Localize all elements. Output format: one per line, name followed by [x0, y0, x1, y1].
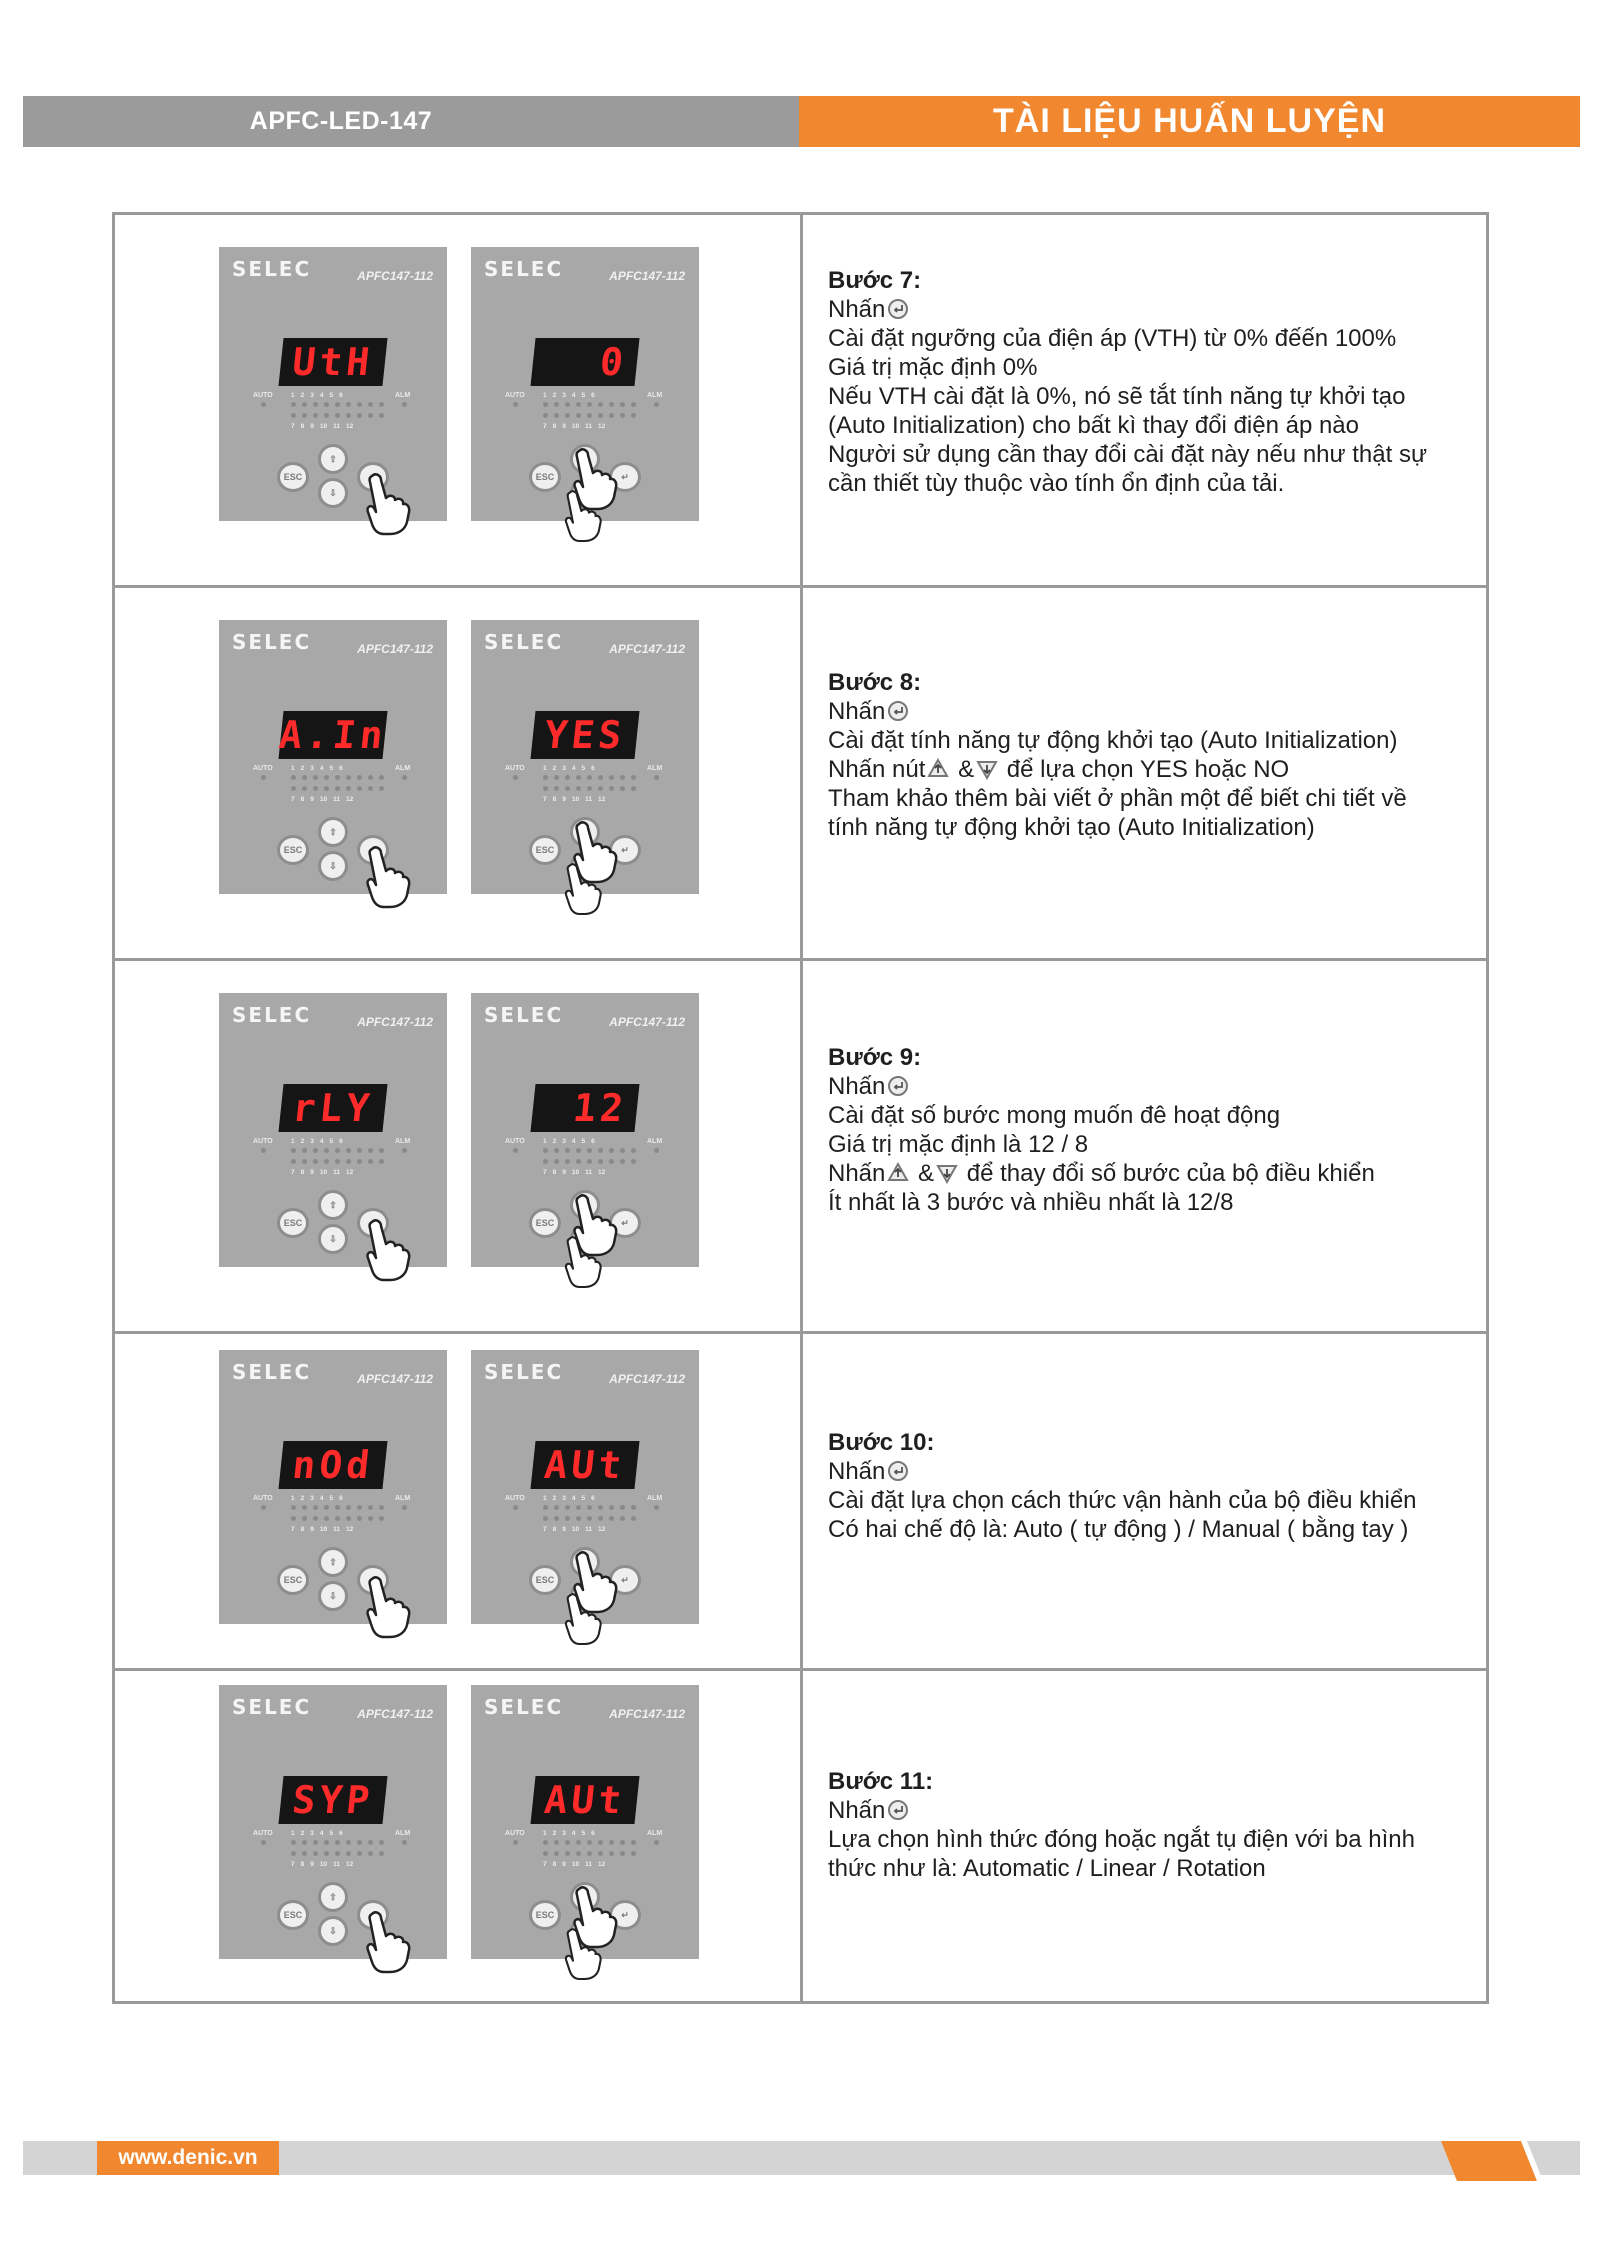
- model-label: APFC147-112: [609, 1372, 685, 1386]
- led-display: SYP: [278, 1776, 387, 1824]
- step-text: [828, 1428, 1417, 1544]
- led-row-1: [291, 1505, 384, 1510]
- led-display: AUt: [530, 1441, 639, 1489]
- esc-key[interactable]: ESC: [277, 462, 309, 492]
- press-line: Nhấn: [828, 295, 1427, 324]
- alm-label: ALM: [395, 1830, 411, 1837]
- esc-key[interactable]: ESC: [529, 1565, 561, 1595]
- alm-led: [402, 1840, 407, 1845]
- step-numbers-row1: 1 2 3 4 5 6: [543, 1830, 595, 1837]
- enter-key[interactable]: ↵: [609, 1900, 641, 1930]
- down-arrow-key-icon: [976, 758, 998, 780]
- esc-key[interactable]: ESC: [529, 1900, 561, 1930]
- step-numbers-row1: 1 2 3 4 5 6: [291, 765, 343, 772]
- up-arrow-key[interactable]: ⇧: [318, 817, 348, 847]
- alm-label: ALM: [647, 1830, 663, 1837]
- enter-key[interactable]: ↵: [609, 462, 641, 492]
- down-arrow-key-icon: [936, 1162, 958, 1184]
- step-numbers-row1: 1 2 3 4 5 6: [543, 1138, 595, 1145]
- alm-led: [402, 775, 407, 780]
- alm-led: [654, 1148, 659, 1153]
- step-numbers-row2: 7 8 9 10 11 12: [543, 1861, 606, 1868]
- led-display: nOd: [278, 1441, 387, 1489]
- page-header: [23, 96, 1580, 147]
- text-line: Cài đặt lựa chọn cách thức vận hành của bộ điều khiển: [828, 1487, 1417, 1514]
- text-line: Cài đặt tính năng tự động khởi tạo (Auto Initialization): [828, 727, 1398, 754]
- step-numbers-row2: 7 8 9 10 11 12: [543, 1526, 606, 1533]
- led-display: UtH: [278, 338, 387, 386]
- model-label: APFC147-112: [357, 642, 433, 656]
- brand-logo: SELEC: [232, 1695, 312, 1719]
- alm-led: [402, 1505, 407, 1510]
- step-row-10: [115, 1334, 1486, 1671]
- auto-label: AUTO: [505, 1830, 525, 1837]
- controller-panel: [219, 1350, 447, 1624]
- led-row-1: [543, 402, 636, 407]
- step-numbers-row1: 1 2 3 4 5 6: [291, 1138, 343, 1145]
- step-numbers-row2: 7 8 9 10 11 12: [291, 1526, 354, 1533]
- press-buttons-line: Nhấn & để thay đổi số bước của bộ điều khiển: [828, 1160, 1375, 1187]
- led-row-1: [543, 1148, 636, 1153]
- text-line: Lựa chọn hình thức đóng hoặc ngắt tụ điện với ba hình: [828, 1826, 1415, 1853]
- led-row-2: [291, 413, 384, 418]
- esc-key[interactable]: ESC: [529, 835, 561, 865]
- enter-key-icon: [887, 298, 909, 320]
- led-row-2: [291, 1516, 384, 1521]
- auto-led: [261, 1148, 266, 1153]
- text-line: Người sử dụng cần thay đổi cài đặt này nếu như thật sự: [828, 441, 1428, 468]
- device-images-cell: [115, 1334, 803, 1668]
- auto-led: [513, 1148, 518, 1153]
- step-description-cell: [803, 1671, 1486, 2001]
- controller-panel: [471, 993, 699, 1267]
- alm-led: [402, 1148, 407, 1153]
- alm-label: ALM: [647, 765, 663, 772]
- step-row-11: [115, 1671, 1486, 2001]
- controller-panel: [219, 1685, 447, 1959]
- alm-label: ALM: [395, 1495, 411, 1502]
- controller-panel: [471, 1350, 699, 1624]
- auto-label: AUTO: [253, 765, 273, 772]
- model-label: APFC147-112: [609, 642, 685, 656]
- pointing-hand-icon: [364, 1910, 412, 1974]
- step-title: Bước 7:: [828, 267, 922, 294]
- enter-key-icon: [887, 1460, 909, 1482]
- alm-label: ALM: [395, 1138, 411, 1145]
- led-row-2: [291, 1851, 384, 1856]
- brand-logo: SELEC: [484, 257, 564, 281]
- step-description-cell: [803, 961, 1486, 1331]
- model-label: APFC147-112: [609, 269, 685, 283]
- down-arrow-key[interactable]: ⇩: [318, 478, 348, 508]
- step-numbers-row1: 1 2 3 4 5 6: [291, 1495, 343, 1502]
- down-arrow-key[interactable]: ⇩: [318, 1581, 348, 1611]
- step-text: [828, 668, 1407, 842]
- step-numbers-row1: 1 2 3 4 5 6: [291, 392, 343, 399]
- auto-label: AUTO: [253, 1830, 273, 1837]
- brand-logo: SELEC: [484, 1003, 564, 1027]
- device-images-cell: [115, 1671, 803, 2001]
- auto-led: [513, 402, 518, 407]
- step-numbers-row2: 7 8 9 10 11 12: [291, 796, 354, 803]
- alm-label: ALM: [395, 392, 411, 399]
- step-row-7: [115, 215, 1486, 588]
- led-display: 12: [530, 1084, 639, 1132]
- text-line: Nếu VTH cài đặt là 0%, nó sẽ tắt tính năng tự khởi tạo: [828, 383, 1406, 410]
- controller-panel: [471, 1685, 699, 1959]
- auto-label: AUTO: [253, 392, 273, 399]
- controller-panel: [471, 247, 699, 521]
- step-text: [828, 1043, 1375, 1217]
- step-text: [828, 1767, 1415, 1883]
- led-display: YES: [530, 711, 639, 759]
- pointing-hand-icon: [364, 472, 412, 536]
- step-title: Bước 10:: [828, 1429, 935, 1456]
- step-numbers-row1: 1 2 3 4 5 6: [543, 765, 595, 772]
- alm-label: ALM: [395, 765, 411, 772]
- led-row-1: [291, 1148, 384, 1153]
- led-display: rLY: [278, 1084, 387, 1132]
- step-numbers-row2: 7 8 9 10 11 12: [291, 423, 354, 430]
- step-row-9: [115, 961, 1486, 1334]
- esc-key[interactable]: ESC: [277, 1900, 309, 1930]
- enter-key[interactable]: ↵: [609, 1565, 641, 1595]
- led-row-2: [543, 1159, 636, 1164]
- text-line: (Auto Initialization) cho bất kì thay đổi điện áp nào: [828, 412, 1359, 439]
- step-title: Bước 11:: [828, 1768, 934, 1795]
- press-buttons-line: Nhấn nút & để lựa chọn YES hoặc NO: [828, 756, 1290, 783]
- alm-label: ALM: [647, 392, 663, 399]
- pointing-hand-icon: [563, 862, 603, 916]
- alm-led: [654, 1505, 659, 1510]
- alm-label: ALM: [647, 1495, 663, 1502]
- text-line: Giá trị mặc định là 12 / 8: [828, 1131, 1089, 1158]
- auto-label: AUTO: [505, 1495, 525, 1502]
- model-label: APFC147-112: [609, 1015, 685, 1029]
- auto-led: [513, 1840, 518, 1845]
- pointing-hand-icon: [563, 1927, 603, 1981]
- step-title: Bước 9:: [828, 1044, 922, 1071]
- down-arrow-key[interactable]: ⇩: [318, 851, 348, 881]
- step-numbers-row2: 7 8 9 10 11 12: [543, 423, 606, 430]
- step-numbers-row2: 7 8 9 10 11 12: [291, 1861, 354, 1868]
- led-row-2: [543, 413, 636, 418]
- up-arrow-key[interactable]: ⇧: [318, 1547, 348, 1577]
- step-row-8: [115, 588, 1486, 961]
- led-row-2: [543, 786, 636, 791]
- auto-label: AUTO: [505, 1138, 525, 1145]
- controller-panel: [219, 247, 447, 521]
- auto-label: AUTO: [505, 765, 525, 772]
- text-line: Cài đặt số bước mong muốn đê hoạt động: [828, 1102, 1281, 1129]
- brand-logo: SELEC: [232, 1003, 312, 1027]
- controller-panel: [471, 620, 699, 894]
- text-line: Cài đặt ngưỡng của điện áp (VTH) từ 0% đếến 100%: [828, 325, 1397, 352]
- text-line: Tham khảo thêm bài viết ở phần một để biết chi tiết về: [828, 785, 1407, 812]
- enter-key-icon: [887, 1799, 909, 1821]
- esc-key[interactable]: ESC: [277, 835, 309, 865]
- led-row-1: [543, 1840, 636, 1845]
- step-numbers-row2: 7 8 9 10 11 12: [543, 796, 606, 803]
- brand-logo: SELEC: [232, 630, 312, 654]
- led-row-2: [543, 1516, 636, 1521]
- pointing-hand-icon: [563, 1592, 603, 1646]
- text-line: Ít nhất là 3 bước và nhiều nhất là 12/8: [828, 1189, 1234, 1216]
- led-display: 0: [530, 338, 639, 386]
- step-numbers-row2: 7 8 9 10 11 12: [543, 1169, 606, 1176]
- step-description-cell: [803, 1334, 1486, 1668]
- esc-key[interactable]: ESC: [529, 1208, 561, 1238]
- controller-panel: [219, 620, 447, 894]
- led-row-2: [543, 1851, 636, 1856]
- device-images-cell: [115, 215, 803, 585]
- auto-label: AUTO: [505, 392, 525, 399]
- text-line: Giá trị mặc định 0%: [828, 354, 1038, 381]
- text-line: tính năng tự động khởi tạo (Auto Initialization): [828, 814, 1315, 841]
- auto-label: AUTO: [253, 1495, 273, 1502]
- press-line: Nhấn: [828, 1796, 1415, 1825]
- model-label: APFC147-112: [357, 1372, 433, 1386]
- step-title: Bước 8:: [828, 669, 922, 696]
- pointing-hand-icon: [364, 1575, 412, 1639]
- controller-panel: [219, 993, 447, 1267]
- brand-logo: SELEC: [484, 1360, 564, 1384]
- esc-key[interactable]: ESC: [277, 1208, 309, 1238]
- model-label: APFC147-112: [357, 1707, 433, 1721]
- device-images-cell: [115, 588, 803, 958]
- enter-key-icon: [887, 1075, 909, 1097]
- up-arrow-key[interactable]: ⇧: [318, 1190, 348, 1220]
- auto-led: [261, 402, 266, 407]
- steps-table: [112, 212, 1489, 2004]
- brand-logo: SELEC: [232, 257, 312, 281]
- step-numbers-row1: 1 2 3 4 5 6: [543, 1495, 595, 1502]
- up-arrow-key-icon: [887, 1162, 909, 1184]
- brand-logo: SELEC: [484, 1695, 564, 1719]
- led-row-1: [543, 775, 636, 780]
- enter-key[interactable]: ↵: [609, 1208, 641, 1238]
- text-line: cần thiết tùy thuộc vào tính ổn định của tải.: [828, 470, 1285, 497]
- led-display: AUt: [530, 1776, 639, 1824]
- alm-led: [654, 775, 659, 780]
- device-images-cell: [115, 961, 803, 1331]
- down-arrow-key[interactable]: ⇩: [318, 1916, 348, 1946]
- enter-key[interactable]: ↵: [609, 835, 641, 865]
- led-row-1: [291, 1840, 384, 1845]
- step-description-cell: [803, 215, 1486, 585]
- up-arrow-key[interactable]: ⇧: [318, 1882, 348, 1912]
- text-line: Có hai chế độ là: Auto ( tự động ) / Manual ( bằng tay ): [828, 1516, 1409, 1543]
- brand-logo: SELEC: [484, 630, 564, 654]
- pointing-hand-icon: [364, 1218, 412, 1282]
- brand-logo: SELEC: [232, 1360, 312, 1384]
- led-row-1: [543, 1505, 636, 1510]
- auto-led: [513, 775, 518, 780]
- step-description-cell: [803, 588, 1486, 958]
- step-numbers-row2: 7 8 9 10 11 12: [291, 1169, 354, 1176]
- led-display: A.In: [276, 713, 390, 757]
- esc-key[interactable]: ESC: [277, 1565, 309, 1595]
- page-footer: [23, 2141, 1580, 2175]
- auto-led: [261, 1505, 266, 1510]
- auto-led: [261, 1840, 266, 1845]
- enter-key-icon: [887, 700, 909, 722]
- auto-label: AUTO: [253, 1138, 273, 1145]
- model-label: APFC147-112: [357, 269, 433, 283]
- step-text: [828, 266, 1427, 498]
- auto-led: [513, 1505, 518, 1510]
- alm-label: ALM: [647, 1138, 663, 1145]
- up-arrow-key[interactable]: ⇧: [318, 444, 348, 474]
- model-label: APFC147-112: [609, 1707, 685, 1721]
- header-title: TÀI LIỆU HUẤN LUYỆN: [799, 96, 1580, 147]
- led-row-2: [291, 786, 384, 791]
- website-link[interactable]: www.denic.vn: [97, 2141, 279, 2175]
- press-line: Nhấn: [828, 697, 1407, 726]
- step-numbers-row1: 1 2 3 4 5 6: [543, 392, 595, 399]
- footer-decoration: [1441, 2135, 1551, 2187]
- alm-led: [654, 1840, 659, 1845]
- led-row-1: [291, 775, 384, 780]
- pointing-hand-icon: [563, 489, 603, 543]
- alm-led: [402, 402, 407, 407]
- auto-led: [261, 775, 266, 780]
- model-label: APFC147-112: [357, 1015, 433, 1029]
- press-line: Nhấn: [828, 1072, 1375, 1101]
- step-numbers-row1: 1 2 3 4 5 6: [291, 1830, 343, 1837]
- led-row-1: [291, 402, 384, 407]
- header-model: APFC-LED-147: [23, 96, 799, 147]
- pointing-hand-icon: [364, 845, 412, 909]
- led-row-2: [291, 1159, 384, 1164]
- down-arrow-key[interactable]: ⇩: [318, 1224, 348, 1254]
- esc-key[interactable]: ESC: [529, 462, 561, 492]
- press-line: Nhấn: [828, 1457, 1417, 1486]
- pointing-hand-icon: [563, 1235, 603, 1289]
- up-arrow-key-icon: [927, 758, 949, 780]
- text-line: thức như là: Automatic / Linear / Rotation: [828, 1855, 1266, 1882]
- alm-led: [654, 402, 659, 407]
